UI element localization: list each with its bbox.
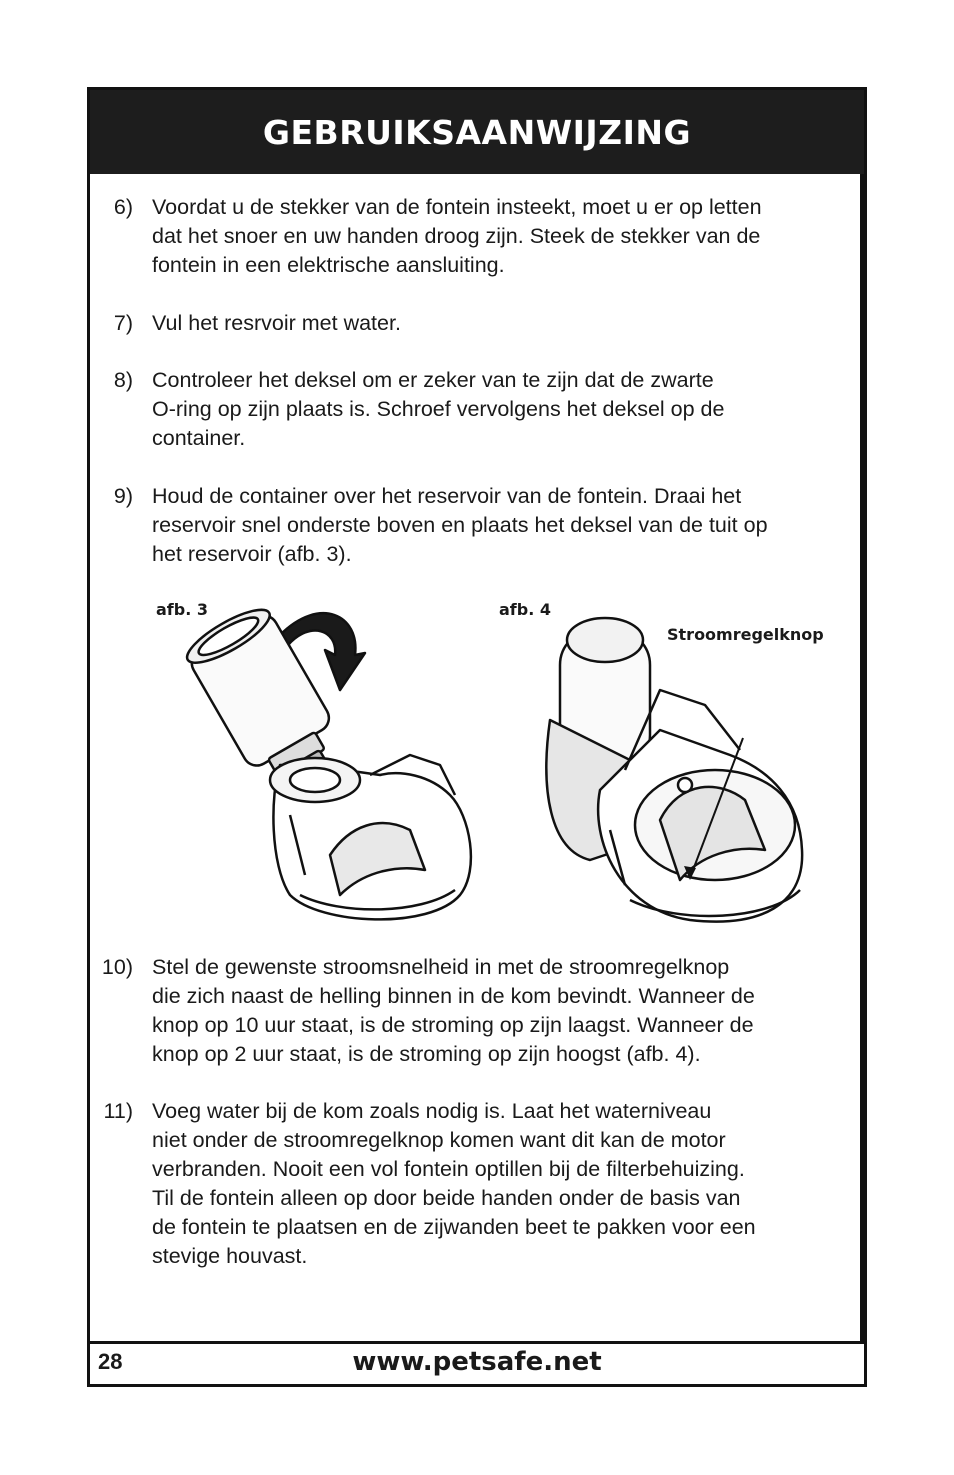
figure-3-illustration [180, 595, 480, 935]
figure-3-label: afb. 3 [156, 600, 208, 619]
step-number: 10) [101, 955, 133, 979]
step-line: Voordat u de stekker van de fontein insteekt, moet u er op letten [152, 195, 762, 219]
step-line: knop op 10 uur staat, is de stroming op zijn laagst. Wanneer de [152, 1013, 754, 1037]
step-line: fontein in een elektrische aansluiting. [152, 253, 505, 277]
step-line: Til de fontein alleen op door beide handen onder de basis van [152, 1186, 741, 1210]
step-text [152, 366, 852, 453]
step-text [152, 193, 852, 280]
step-line: Vul het resrvoir met water. [152, 311, 401, 335]
page-title: GEBRUIKSAANWIJZING [262, 112, 692, 152]
figure-4-label: afb. 4 [499, 600, 551, 619]
step-line: die zich naast de helling binnen in de kom bevindt. Wanneer de [152, 984, 755, 1008]
figure-4-illustration [530, 610, 820, 930]
step-line: dat het snoer en uw handen droog zijn. Steek de stekker van de [152, 224, 761, 248]
page-number: 28 [98, 1349, 123, 1374]
step-line: Stel de gewenste stroomsnelheid in met de stroomregelknop [152, 955, 730, 979]
step-number: 7) [113, 311, 133, 335]
callout-flow-knob: Stroomregelknop [667, 625, 824, 644]
step-11 [90, 1097, 860, 1275]
step-line: niet onder de stroomregelknop komen want dit kan de motor [152, 1128, 726, 1152]
step-line: Controleer het deksel om er zeker van te zijn dat de zwarte [152, 368, 714, 392]
step-9 [90, 482, 860, 572]
step-number: 11) [103, 1099, 133, 1123]
step-line: stevige houvast. [152, 1244, 308, 1268]
page-footer [90, 1341, 864, 1384]
step-line: het reservoir (afb. 3). [152, 542, 352, 566]
instruction-frame [87, 87, 867, 1387]
frame-edge [860, 174, 864, 1344]
step-text [152, 953, 852, 1069]
step-line: de fontein te plaatsen en de zijwanden beet te pakken voor een [152, 1215, 756, 1239]
step-number: 8) [113, 368, 133, 392]
step-7 [90, 309, 860, 339]
step-number: 6) [113, 195, 133, 219]
step-line: O-ring op zijn plaats is. Schroef vervolgens het deksel op de [152, 397, 725, 421]
step-text [152, 309, 852, 338]
website-link[interactable]: www.petsafe.net [352, 1347, 602, 1377]
step-line: reservoir snel onderste boven en plaats het deksel van de tuit op [152, 513, 768, 537]
step-text [152, 1097, 852, 1271]
step-8 [90, 366, 860, 456]
step-line: verbranden. Nooit een vol fontein optillen bij de filterbehuizing. [152, 1157, 745, 1181]
step-line: Houd de container over het reservoir van de fontein. Draai het [152, 484, 742, 508]
step-number: 9) [113, 484, 133, 508]
step-6 [90, 193, 860, 283]
section-header [90, 90, 864, 174]
step-line: knop op 2 uur staat, is de stroming op zijn hoogst (afb. 4). [152, 1042, 701, 1066]
step-text [152, 482, 852, 569]
step-line: Voeg water bij de kom zoals nodig is. Laat het waterniveau [152, 1099, 712, 1123]
step-line: container. [152, 426, 246, 450]
step-10 [90, 953, 860, 1071]
